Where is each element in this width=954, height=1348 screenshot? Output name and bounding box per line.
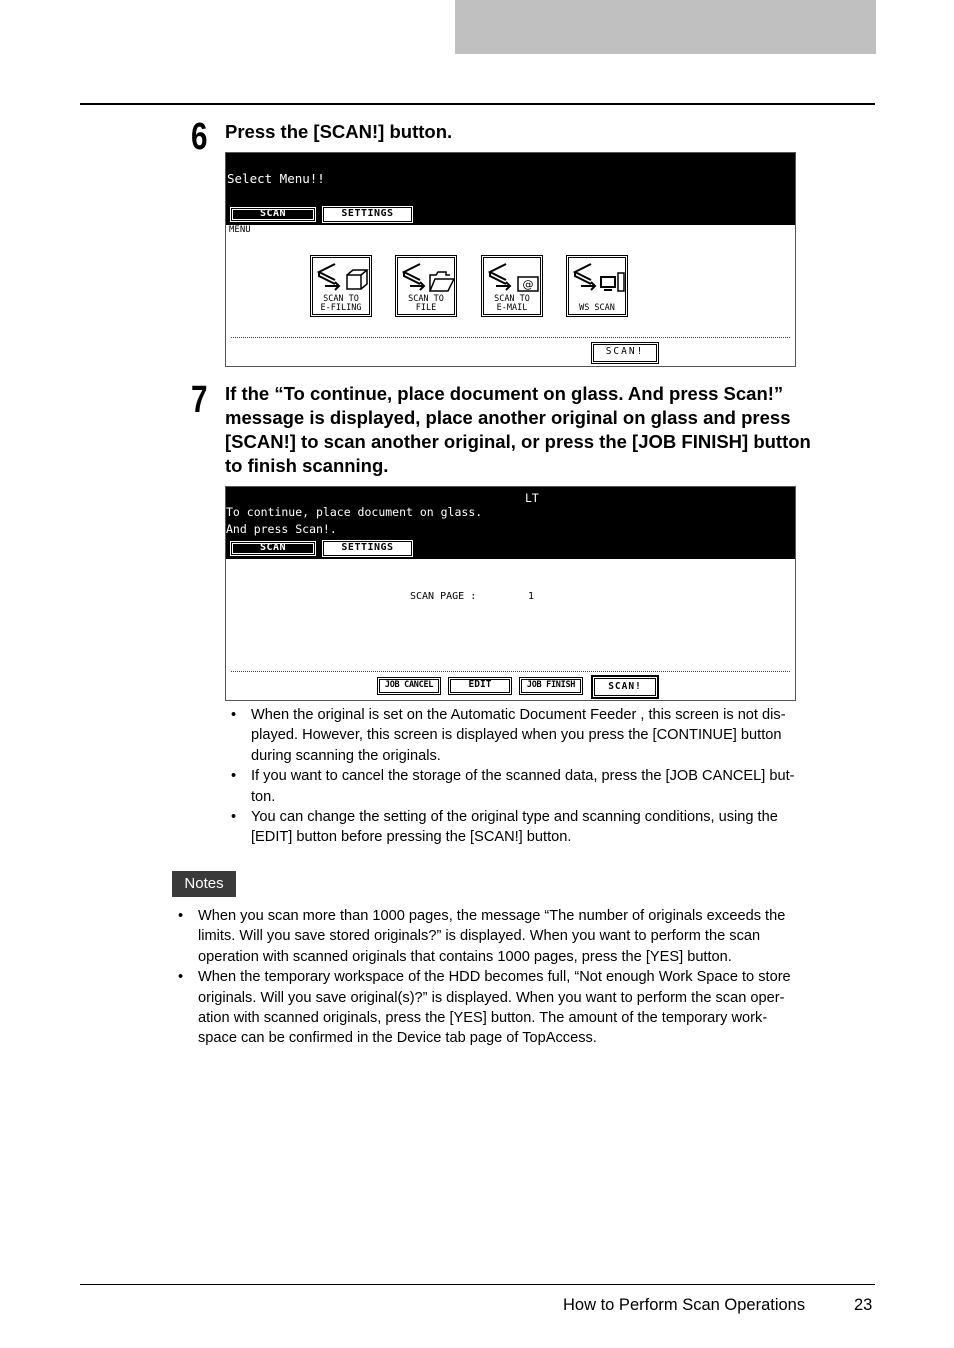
list-item [225, 766, 885, 807]
list-item-line: ton. [251, 788, 276, 805]
list-item-line: When the temporary workspace of the HDD becomes full, “Not enough Work Space to store [198, 969, 791, 986]
list-item-line: operation with scanned originals that contains 1000 pages, press the [YES] button. [198, 948, 732, 965]
list-item-line: [EDIT] button before pressing the [SCAN!] button. [251, 829, 572, 846]
tab-settings[interactable] [323, 207, 412, 222]
list-item-line: You can change the setting of the original type and scanning conditions, using the [251, 809, 778, 826]
menu-label: MENU [229, 225, 251, 235]
list-item [172, 967, 882, 1049]
bullet-icon: • [231, 809, 237, 826]
step-7-title-line: If the “To continue, place document on glass. And press Scan!” [225, 383, 784, 404]
scan-button-label: SCAN! [605, 346, 645, 357]
list-item-line: limits. Will you save stored originals?” is displayed. When you want to perform the scan [198, 928, 761, 945]
footer-section-title: How to Perform Scan Operations [563, 1296, 806, 1314]
scan-to-efiling-label: SCAN TO E-FILING [320, 294, 362, 313]
step-6-screen [225, 152, 796, 367]
step-7-screen [225, 486, 796, 701]
svg-text:@: @ [522, 278, 534, 291]
scan-to-email-icon [488, 261, 540, 295]
tab-settings-label: SETTINGS [341, 542, 394, 553]
tab-scan[interactable] [230, 541, 316, 556]
scan-button-label: SCAN! [608, 681, 642, 692]
step-6-number: 6 [191, 116, 208, 158]
edit-label: EDIT [468, 679, 492, 690]
screen-message-line-2: And press Scan!. [226, 522, 337, 536]
paper-size: LT [525, 491, 539, 505]
bullet-icon: • [231, 768, 237, 785]
list-item-line: If you want to cancel the storage of the scanned data, press the [JOB CANCEL] but- [251, 768, 795, 785]
tab-scan-label: SCAN [259, 542, 287, 553]
notes-label: Notes [172, 871, 236, 897]
list-item [225, 807, 885, 848]
scan-page-label: SCAN PAGE : [410, 591, 477, 602]
step-7-title-line: [SCAN!] to scan another original, or press the [JOB FINISH] button [225, 431, 811, 452]
bottom-rule [80, 1284, 875, 1285]
list-item-line: played. However, this screen is displayed when you press the [CONTINUE] button [251, 727, 782, 744]
tab-settings[interactable] [323, 541, 412, 556]
job-finish-label: JOB FINISH [526, 680, 576, 690]
list-item-line: When you scan more than 1000 pages, the message “The number of originals exceeds the [198, 908, 786, 924]
scan-page-value: 1 [528, 591, 535, 602]
ws-scan-label: WS SCAN [579, 302, 615, 313]
page-number: 23 [854, 1296, 873, 1314]
scan-button[interactable] [591, 342, 659, 364]
list-item [172, 906, 882, 967]
job-cancel-label: JOB CANCEL [384, 680, 434, 690]
list-item [225, 705, 885, 766]
scan-button[interactable] [591, 675, 659, 699]
scan-to-file-icon [402, 261, 454, 295]
list-item-line: ation with scanned originals, press the [YES] button. The amount of the temporary work- [198, 1010, 768, 1027]
job-cancel-button[interactable] [377, 677, 441, 695]
list-item-line: space can be confirmed in the Device tab page of TopAccess. [198, 1030, 597, 1047]
scan-to-efiling-icon [317, 261, 369, 295]
screen-message-line-1: To continue, place document on glass. [226, 505, 483, 519]
screen-header [226, 487, 795, 559]
tab-scan-label: SCAN [259, 208, 287, 219]
bullet-icon: • [178, 908, 184, 924]
screen-divider [231, 671, 790, 672]
screen-divider [231, 337, 790, 338]
step-7-bullets [225, 705, 885, 848]
screen-header [226, 153, 795, 225]
tab-scan[interactable] [230, 207, 316, 222]
list-item-line: When the original is set on the Automatic Document Feeder , this screen is not dis- [251, 707, 786, 723]
ws-scan-icon [573, 261, 625, 295]
scan-to-email-button[interactable] [481, 255, 543, 317]
top-rule [80, 103, 875, 105]
step-7-title-line: to finish scanning. [225, 455, 389, 476]
step-7-number: 7 [191, 379, 208, 421]
tab-settings-label: SETTINGS [341, 208, 394, 219]
edit-button[interactable] [448, 677, 512, 695]
bullet-icon: • [178, 969, 184, 986]
bullet-icon: • [231, 707, 237, 723]
scan-to-file-label: SCAN TO FILE [408, 294, 444, 313]
notes-list [172, 906, 882, 1049]
scan-to-email-label: SCAN TO E-MAIL [494, 294, 530, 313]
header-bar [455, 0, 876, 54]
scan-to-file-button[interactable] [395, 255, 457, 317]
job-finish-button[interactable] [519, 677, 583, 695]
screen-message: Select Menu!! [227, 171, 325, 186]
step-6-title: Press the [SCAN!] button. [225, 121, 453, 142]
list-item-line: during scanning the originals. [251, 747, 441, 764]
ws-scan-button[interactable] [566, 255, 628, 317]
scan-to-efiling-button[interactable] [310, 255, 372, 317]
list-item-line: originals. Will you save original(s)?” is displayed. When you want to perform the scan oper- [198, 989, 785, 1006]
step-7-title [225, 382, 885, 478]
step-7-title-line: message is displayed, place another original on glass and press [225, 407, 791, 428]
